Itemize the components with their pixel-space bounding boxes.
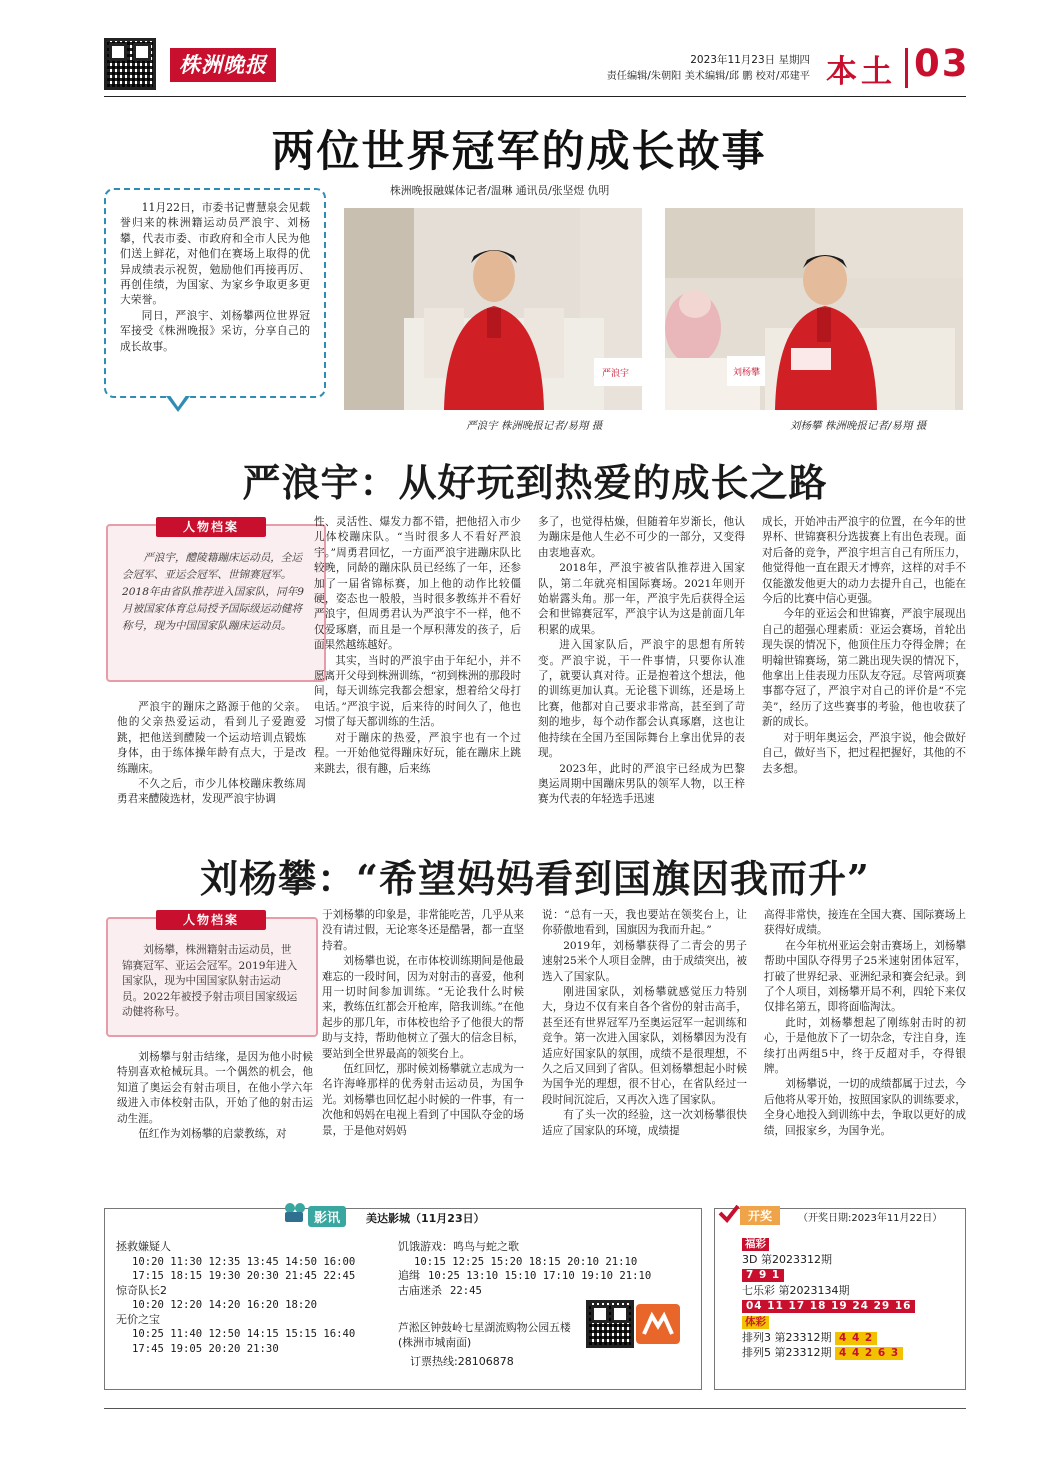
paragraph: 成长，开始冲击严浪宇的位置，在今年的世界杯、世锦赛积分选拔赛上有出色表现。面对后备的竞争，严浪宇坦言自己有所压力，他觉得他一直在跟天才博弈，这样的对手不仅能激发他更大的动力去提升自己，也能在今后的比赛中信心更强。: [762, 516, 966, 606]
paragraph: 刘杨攀说，一切的成绩都属于过去，今后他将从零开始，按照国家队的训练要求，全身心地投入到训练中去，争取以更好的成绩，回报家乡，为国争光。: [764, 1078, 966, 1137]
cinema-tag: 影讯: [308, 1206, 346, 1227]
lottery-tag: 开奖: [740, 1206, 780, 1225]
film-list-left: [116, 1240, 396, 1356]
paragraph: 伍红回忆，那时候刘杨攀就立志成为一名许海峰那样的优秀射击运动员，为国争光。刘杨攀也回忆起小时候的一件事，有一次他和妈妈在电视上看到了中国队夺金的场景，于是他对妈妈: [322, 1063, 524, 1137]
header-rule: [104, 96, 966, 97]
story2-column-2: [322, 908, 524, 1139]
paragraph: 2018年，严浪宇被省队推荐进入国家队，第二年就亮相国际赛场。2021年则开始崭露头角。那一年，严浪宇先后获得全运会和世锦赛冠军，严浪宇认为这是前面几年积累的成果。: [538, 562, 745, 636]
lottery-numbers: 04 11 17 18 19 24 29 16: [742, 1300, 915, 1313]
film-list-right: [398, 1240, 698, 1298]
film-title: 古庙迷杀: [398, 1283, 442, 1297]
lottery-category: 体彩: [742, 1316, 769, 1329]
paragraph: 性、灵活性、爆发力都不错，把他招入市少儿体校蹦床队。“当时很多人不看好严浪宇。”周勇君回忆，一方面严浪宇进蹦床队比较晚，同龄的蹦床队员已经练了一年，还参加了一届省锦标赛，加上他的动作比较僵硬，姿态也一般般，当时很多教练并不看好严浪宇，但周勇君认为严浪宇不一样，他不仅爱琢磨，而且是一个厚积薄发的孩子，后面果然越练越好。: [314, 516, 521, 652]
staff-line: 责任编辑/朱朝阳 美术编辑/邱 鹏 校对/邓建平: [606, 71, 810, 82]
paragraph: 严浪宇的蹦床之路源于他的父亲。他的父亲热爱运动，看到儿子爱跑爱跳，把他送到醴陵一个运动培训点锻炼身体，由于练体操年龄有点大，于是改练蹦床。: [117, 701, 306, 775]
story1-headline: 严浪宇：从好玩到热爱的成长之路: [242, 460, 828, 505]
film-times: 10:25 11:40 12:50 14:15 15:15 16:40: [132, 1328, 356, 1340]
paragraph: 其实，当时的严浪宇由于年纪小，并不愿离开父母到株洲训练，“初到株洲的那段时间，每天训练完我都会想家，想着给父母打电话。”严浪宇说，后来待的时间久了，他也习惯了每天都训练的生活。: [314, 654, 521, 729]
photo-liu-yangpan: [665, 208, 963, 410]
bubble-tail-icon: [166, 396, 190, 412]
paragraph: 进入国家队后，严浪宇的思想有所转变。严浪宇说，干一件事情，只要你认准了，就要认真对待。正是抱着这个想法，他的训练更加认真。无论毯下训练，还是场上比赛，他都对自己要求非常高，甚至到了苛刻的地步，每个动作都会认真琢磨，这也让他持续在全国乃至国际舞台上拿出优异的表现。: [538, 639, 745, 760]
film-times: 10:20 11:30 12:35 13:45 14:50 16:00: [132, 1255, 356, 1268]
checkmark-icon: [718, 1203, 740, 1223]
film-title: 惊奇队长2: [116, 1283, 167, 1297]
paragraph: 于刘杨攀的印象是，非常能吃苦，几乎从来没有请过假，无论寒冬还是酷暑，都一直坚持着。: [322, 909, 524, 952]
photo-yan-langyu: [344, 208, 642, 410]
film-times: 17:15 18:15 19:30 20:30 21:45 22:45: [132, 1270, 356, 1282]
nameplate-text: 严浪宇: [602, 369, 630, 379]
paragraph: 有了头一次的经验，这一次刘杨攀很快适应了国家队的环境，成绩提: [542, 1109, 747, 1137]
paragraph: 在今年杭州亚运会射击赛场上，刘杨攀帮助中国队夺得男子25米速射团体冠军，打破了世界纪录、亚洲纪录和赛会纪录。到了个人项目，刘杨攀开局不利，四轮下来仅仅排名第五，即将面临淘汰。: [764, 939, 966, 1014]
lottery-numbers: 7 9 1: [742, 1269, 784, 1282]
film-title: 饥饿游戏：鸣鸟与蛇之歌: [398, 1240, 519, 1253]
film-times: 10:25 13:10 15:10 17:10 19:10 21:10: [428, 1270, 652, 1282]
paragraph: 刘杨攀与射击结缘，是因为他小时候特别喜欢枪械玩具。一个偶然的机会，他知道了奥运会有射击项目，在他小学六年级进入市体校射击队，开始了他的射击运动生涯。: [117, 1051, 313, 1125]
paragraph: 对于明年奥运会，严浪宇说，他会做好自己，做好当下，把过程把握好，其他的不去多想。: [762, 731, 966, 775]
story1-column-3: [538, 515, 745, 808]
film-reel-icon: [283, 1202, 307, 1224]
lottery-numbers: 4 4 2: [835, 1332, 877, 1345]
film-times: 17:45 19:05 20:20 21:30: [132, 1342, 279, 1355]
paragraph: 2019年，刘杨攀获得了二青会的男子速射25米个人项目金牌，由于成绩突出，被选入了国家队。: [542, 939, 747, 983]
story1-column-4: [762, 515, 966, 777]
lottery-game: 七乐彩 第2023134期: [742, 1283, 850, 1297]
header-divider: [905, 48, 908, 88]
photo-caption: 刘杨攀 株洲晚报记者/易翔 摄: [790, 420, 927, 432]
film-times: 10:15 12:25 15:20 18:15 20:10 21:10: [414, 1255, 638, 1268]
profile-box: [106, 524, 326, 682]
story1-column-1: [117, 700, 306, 808]
film-times: 22:45: [450, 1284, 482, 1297]
paragraph: 不久之后，市少儿体校蹦床教练周勇君来醴陵选材，发现严浪宇协调: [117, 778, 306, 806]
story2-column-4: [764, 908, 966, 1139]
intro-paragraph: 同日，严浪宇、刘杨攀两位世界冠军接受《株洲晚报》采访，分享自己的成长故事。: [120, 308, 310, 353]
masthead-logo: 株洲晚报: [170, 48, 276, 82]
cinema-hotline: 订票热线:28106878: [410, 1355, 514, 1368]
profile-text: 严浪宇，醴陵籍蹦床运动员，全运会冠军、亚运会冠军、世锦赛冠军。2018年由省队推荐进入国家队，同年9月被国家体育总局授予国际级运动健将称号，现为中国国家队蹦床运动员。: [122, 552, 305, 632]
profile-tag: 人物档案: [156, 910, 266, 930]
profile-box: [106, 917, 318, 1037]
lottery-category: 福彩: [742, 1238, 769, 1251]
film-title: 追缉: [398, 1269, 420, 1282]
film-title: 无价之宝: [116, 1312, 160, 1326]
lottery-date: （开奖日期:2023年11月22日）: [798, 1213, 943, 1224]
paragraph: 今年的亚运会和世锦赛，严浪宇展现出自己的超强心理素质：亚运会赛场，首轮出现失误的情况下，他顶住压力夺得金牌；在明翰世锦赛场，第二跳出现失误的情况下，他拿出上佳表现力压队友夺冠。尽管两项赛事都夺冠了，严浪宇对自己的评价是“不完美”，经历了这些赛事的考验，他也收获了新的成长。: [762, 608, 966, 729]
paragraph: 对于蹦床的热爱，严浪宇也有一个过程。一开始他觉得蹦床好玩，能在蹦床上跳来跳去，很有趣，后来练: [314, 731, 521, 775]
profile-text: 刘杨攀，株洲籍射击运动员，世锦赛冠军、亚运会冠军。2019年进入国家队，现为中国国家队射击运动员。2022年被授予射击项目国家级运动健将称号。: [122, 944, 298, 1018]
paragraph: 高得非常快，接连在全国大赛、国际赛场上获得好成绩。: [764, 909, 966, 937]
intro-paragraph: 11月22日，市委书记曹慧泉会见载誉归来的株洲籍运动员严浪宇、刘杨攀，代表市委、市政府和全市人民为他们送上鲜花，对他们在赛场上取得的优异成绩表示祝贺，勉励他们再接再厉、再创佳绩，为国家、为家乡争取更多更大荣誉。: [120, 201, 310, 307]
qr-code: [104, 38, 156, 90]
byline: 株洲晚报融媒体记者/温琳 通讯员/张坚煜 仇明: [390, 184, 610, 197]
paragraph: 2023年，此时的严浪宇已经成为巴黎奥运周期中国蹦床男队的领军人物，以王梓赛为代表的年轻选手迅速: [538, 762, 745, 806]
lottery-numbers: 4 4 2 6 3: [835, 1347, 903, 1360]
nameplate-text: 刘杨攀: [733, 368, 761, 378]
lottery-game: 排列3 第23312期: [742, 1330, 832, 1344]
footer-rule: [104, 1408, 966, 1409]
page-number: 03: [914, 42, 970, 85]
date-line: 2023年11月23日 星期四: [690, 54, 810, 66]
film-title: 拯救嫌疑人: [116, 1240, 171, 1253]
paragraph: 刚进国家队，刘杨攀就感觉压力特别大，身边不仅有来自各个省份的射击高手，甚至还有世界冠军乃至奥运冠军一起训练和竞争。第一次进入国家队，刘杨攀因为没有适应好国家队的氛围，成绩不是很理想，不久之后又回到了省队。但刘杨攀想起小时候为国争光的理想，很不甘心，在省队经过一段时间沉淀后，又再次入选了国家队。: [542, 986, 747, 1106]
cinema-venue: 美达影城（11月23日）: [366, 1212, 485, 1225]
profile-tag: 人物档案: [156, 517, 266, 537]
cinema-qr-code: [586, 1300, 634, 1348]
paragraph: 伍红作为刘杨攀的启蒙教练，对: [138, 1128, 287, 1141]
paragraph: 说：“总有一天，我也要站在领奖台上，让你骄傲地看到，国旗因为我而升起。”: [542, 909, 747, 937]
paragraph: 多了，也觉得枯燥，但随着年岁渐长，他认为蹦床是他人生必不可少的一部分，又变得由衷地喜欢。: [538, 516, 745, 559]
intro-box: [104, 188, 326, 398]
main-headline: 两位世界冠军的成长故事: [271, 127, 767, 177]
story2-headline: 刘杨攀：“希望妈妈看到国旗因我而升”: [200, 856, 870, 901]
section-name: 本土: [826, 54, 896, 90]
story2-column-1: [117, 1050, 313, 1142]
lottery-game: 排列5 第23312期: [742, 1346, 832, 1360]
paragraph: 此时，刘杨攀想起了刚练射击时的初心，于是他放下了一切杂念，专注自身，连续打出两组5中，终于反超对手，夺得银牌。: [764, 1016, 966, 1076]
story1-column-2: [314, 515, 521, 777]
lottery-game: 3D 第2023312期: [742, 1252, 832, 1266]
cinema-address: 芦淞区钟鼓岭七星湖流购物公园五楼(株洲市城南面): [398, 1321, 571, 1349]
lottery-list: [742, 1236, 962, 1361]
photo-caption: 严浪宇 株洲晚报记者/易翔 摄: [466, 420, 603, 432]
film-times: 10:20 12:20 14:20 16:20 18:20: [132, 1299, 317, 1311]
paragraph: 刘杨攀也说，在市体校训练期间是他最难忘的一段时间，因为对射击的喜爱，他利用一切时间参加训练。“无论我什么时候来，教练伍红都会开枪库，陪我训练。”在他起步的那几年，市体校也给予了他很大的帮助与支持，帮助他树立了强大的信念目标，要站到全世界最高的领奖台上。: [322, 955, 524, 1060]
story2-column-3: [542, 908, 747, 1139]
cinema-logo-icon: [636, 1304, 680, 1344]
